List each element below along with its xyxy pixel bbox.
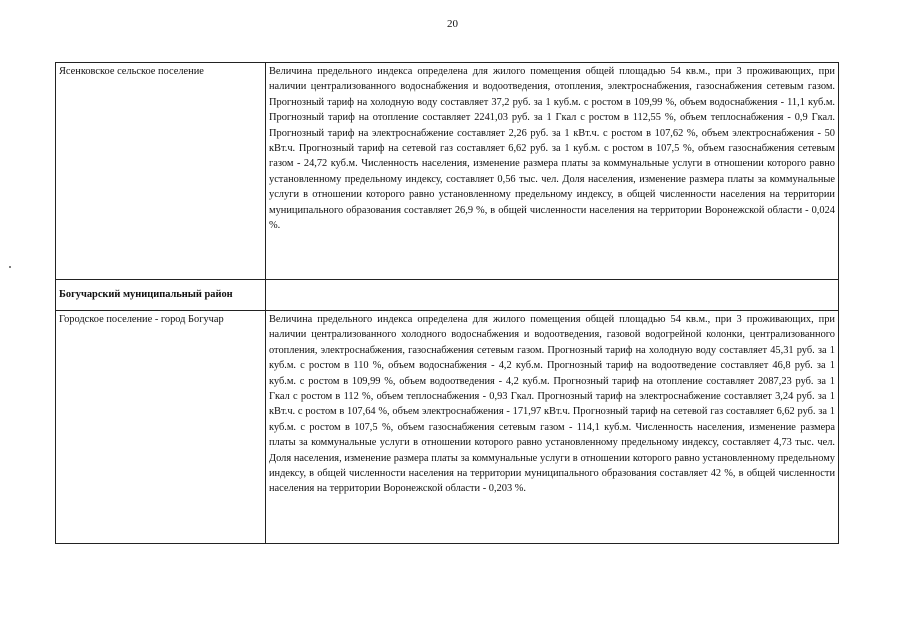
settlement-name-cell: Ясенковское сельское поселение — [56, 63, 266, 280]
district-header-row — [56, 280, 839, 311]
district-name-cell: Богучарский муниципальный район — [56, 280, 266, 311]
tariff-index-table — [55, 62, 839, 544]
table-row — [56, 63, 839, 280]
settlement-description-cell: Величина предельного индекса определена для жилого помещения общей площадью 54 кв.м., при 3 проживающих, при наличии централизованного холодного водоснабжения и водоотведения, газовой водогрейной колонки, централизованного отопления, электроснабжения, газоснабжения сетевым газом. Прогнозный тариф на холодную воду составляет 45,31 руб. за 1 куб.м. с ростом в 110 %, объем водоснабжения - 4,2 куб.м. Прогнозный тариф на водоотведение составляет 46,8 руб. за 1 куб.м. с ростом в 109,99 %, объем водоотведения - 4,2 куб.м. Прогнозный тариф на отопление составляет 2087,23 руб. за 1 Гкал с ростом в 112 %, объем теплоснабжения - 0,93 Гкал. Прогнозный тариф на электроснабжение составляет 3,24 руб. за 1 кВт.ч. с ростом в 107,64 %, объем электроснабжения - 171,97 кВт.ч. Прогнозный тариф на сетевой газ составляет 6,62 руб. за 1 куб.м. с ростом в 107,5 %, объем газоснабжения сетевым газом - 114,1 куб.м. Численность населения, изменение размера платы за коммунальные услуги в отношении которого равно установленному предельному индексу, составляет 4,73 тыс. чел. Доля населения, изменение размера платы за коммунальные услуги в отношении которого равно установленному предельному индексу, в общей численности населения на территории муниципального образования составляет 42 %, в общей численности населения на территории Воронежской области - 0,203 %. — [266, 311, 839, 544]
settlement-name-cell: Городское поселение - город Богучар — [56, 311, 266, 544]
settlement-description-cell: Величина предельного индекса определена для жилого помещения общей площадью 54 кв.м., при 3 проживающих, при наличии централизованного водоснабжения и водоотведения, отопления, электроснабжения, газоснабжения сетевым газом. Прогнозный тариф на холодную воду составляет 37,2 руб. за 1 куб.м. с ростом в 109,99 %, объем водоснабжения - 11,1 куб.м. Прогнозный тариф на отопление составляет 2241,03 руб. за 1 Гкал с ростом в 112,55 %, объем теплоснабжения - 0,9 Гкал. Прогнозный тариф на электроснабжение составляет 2,26 руб. за 1 кВт.ч. с ростом в 107,62 %, объем электроснабжения - 50 кВт.ч. Прогнозный тариф на сетевой газ составляет 6,62 руб. за 1 куб.м. с ростом в 107,5 %, объем газоснабжения сетевым газом - 24,72 куб.м. Численность населения, изменение размера платы за коммунальные услуги в отношении которого равно установленному предельному индексу, составляет 0,56 тыс. чел. Доля населения, изменение размера платы за коммунальные услуги в отношении которого равно установленному предельному индексу, в общей численности населения на территории муниципального образования составляет 26,9 %, в общей численности населения на территории Воронежской области - 0,024 %. — [266, 63, 839, 280]
scan-speck — [9, 266, 11, 268]
district-empty-cell — [266, 280, 839, 311]
page-number: 20 — [447, 18, 458, 30]
table-row — [56, 311, 839, 544]
